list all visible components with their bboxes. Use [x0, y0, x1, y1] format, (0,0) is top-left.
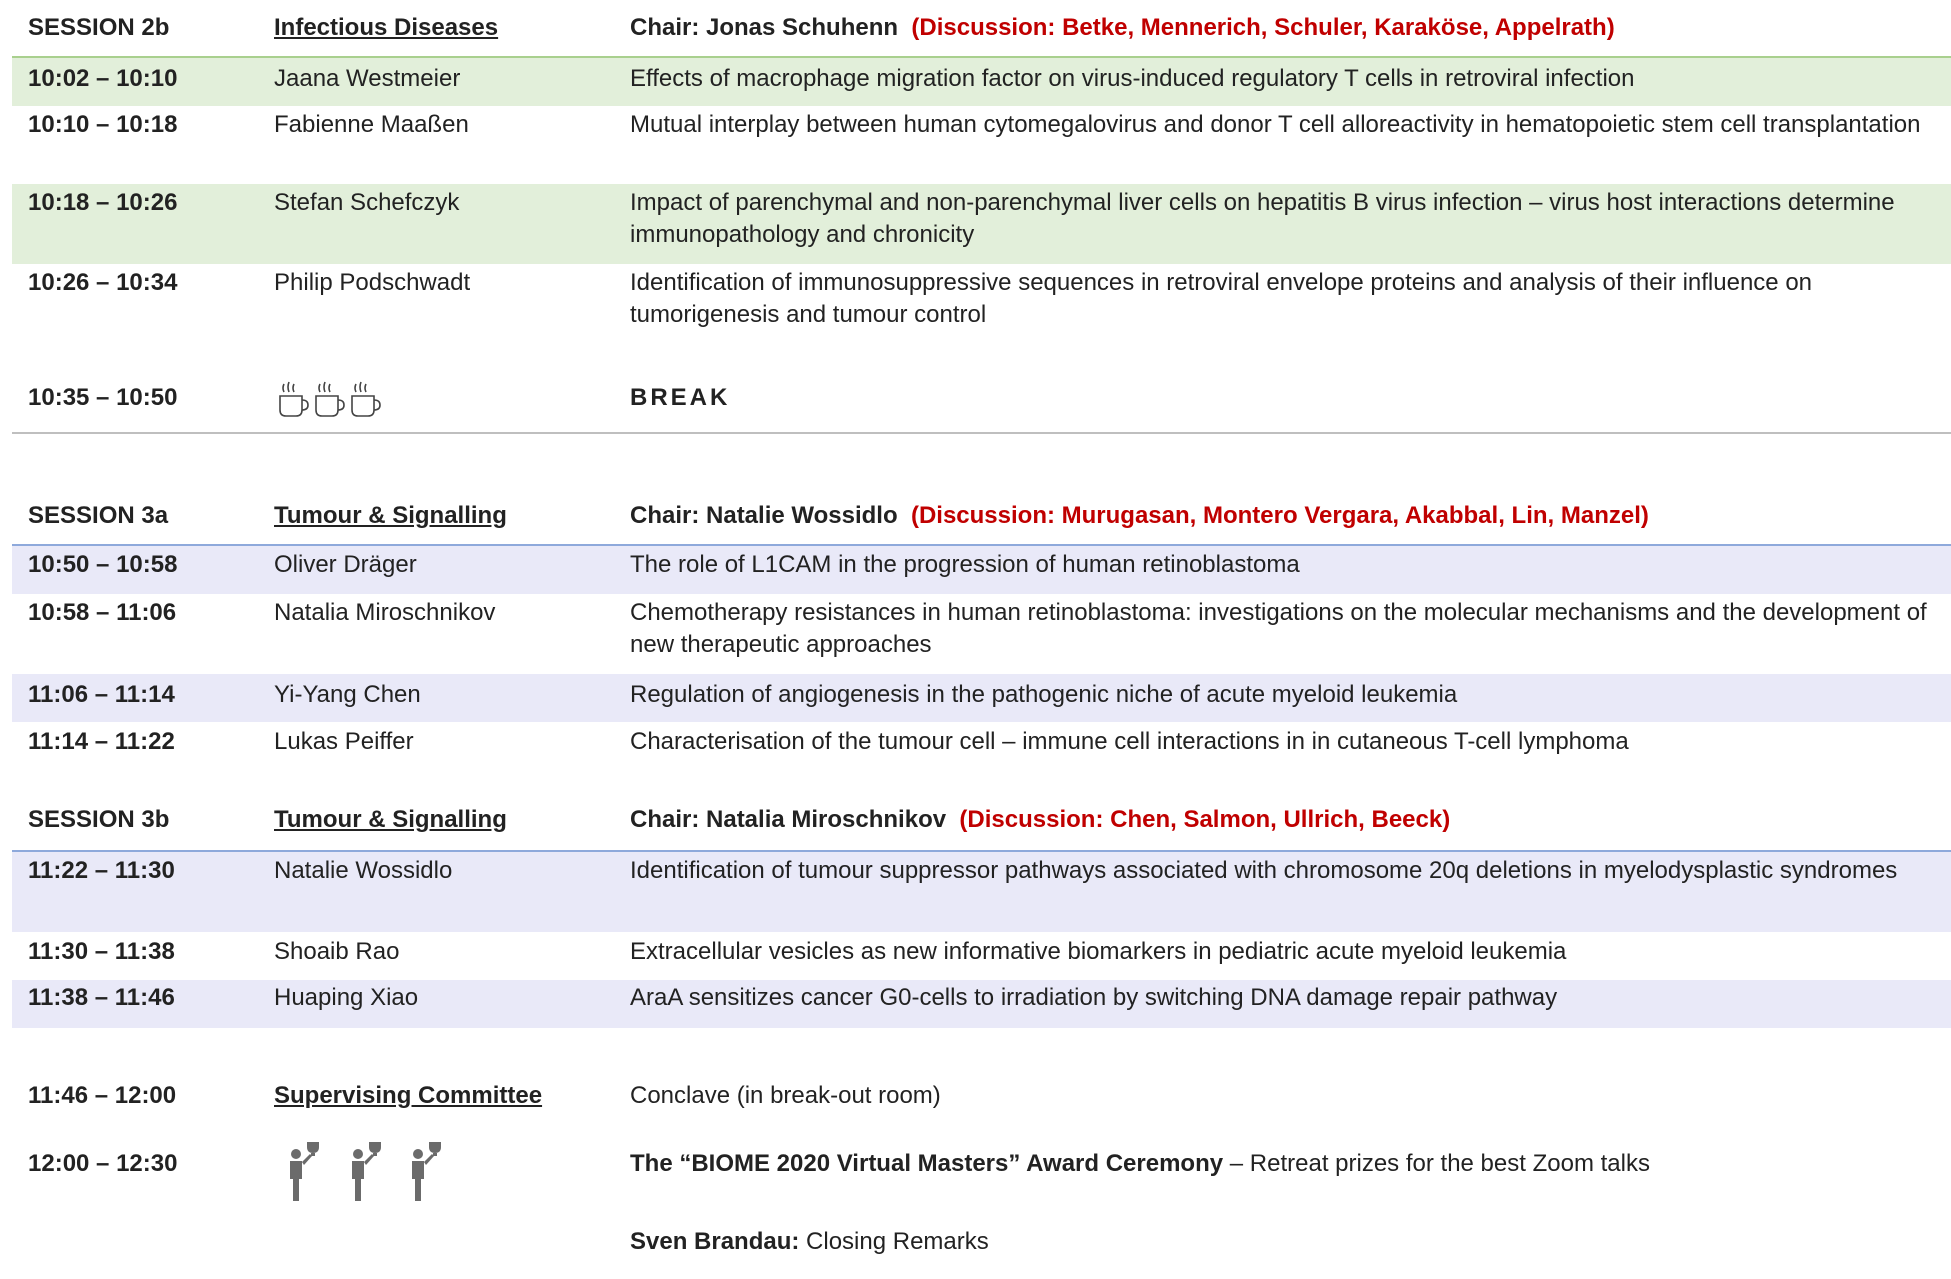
- ceremony-title: The “BIOME 2020 Virtual Masters” Award Ceremony: [630, 1150, 1224, 1177]
- talk-row: [12, 106, 1951, 178]
- session-chair-line: [630, 804, 1950, 836]
- talk-speaker: Fabienne Maaßen: [274, 111, 469, 138]
- talk-title: Impact of parenchymal and non-parenchymal liver cells on hepatitis B virus infection – virus host interactions determine immunopathology and chronicity: [630, 189, 1895, 248]
- talk-title: The role of L1CAM in the progression of human retinoblastoma: [630, 551, 1300, 578]
- ceremony-time: 12:00 – 12:30: [28, 1150, 178, 1177]
- talk-row: [12, 58, 1951, 106]
- ceremony-row: [12, 1140, 1951, 1220]
- talk-speaker: Lukas Peiffer: [274, 728, 414, 755]
- talk-speaker: Huaping Xiao: [274, 984, 419, 1011]
- divider: [12, 432, 1951, 434]
- session-chair: Chair: Natalie Wossidlo: [630, 502, 898, 529]
- talk-speaker: Natalia Miroschnikov: [274, 599, 496, 626]
- talk-title: Extracellular vesicles as new informative biomarkers in pediatric acute myeloid leukemia: [630, 938, 1567, 965]
- session-chair-line: [630, 500, 1950, 532]
- talk-row: [12, 932, 1951, 980]
- session-chair: Chair: Jonas Schuhenn: [630, 14, 899, 41]
- trophy-person-icon: [274, 1140, 454, 1206]
- talk-row: [12, 722, 1951, 770]
- talk-time: 10:58 – 11:06: [28, 599, 177, 626]
- committee-time: 11:46 – 12:00: [28, 1082, 177, 1109]
- talk-speaker: Jaana Westmeier: [274, 65, 461, 92]
- session-3a-header: [12, 496, 1951, 536]
- talk-row: [12, 980, 1951, 1028]
- session-topic: Tumour & Signalling: [274, 806, 507, 833]
- ceremony-subtitle: – Retreat prizes for the best Zoom talks: [1223, 1150, 1650, 1177]
- talk-speaker: Oliver Dräger: [274, 551, 417, 578]
- talk-time: 10:02 – 10:10: [28, 65, 178, 92]
- talk-speaker: Shoaib Rao: [274, 938, 400, 965]
- break-time: 10:35 – 10:50: [28, 384, 178, 411]
- talk-title: Mutual interplay between human cytomegalovirus and donor T cell alloreactivity in hematopoietic stem cell transplantation: [630, 111, 1921, 138]
- talk-title: AraA sensitizes cancer G0-cells to irradiation by switching DNA damage repair pathway: [630, 984, 1558, 1011]
- talk-time: 11:38 – 11:46: [28, 984, 175, 1011]
- committee-label: Supervising Committee: [274, 1082, 543, 1109]
- talk-title: Chemotherapy resistances in human retinoblastoma: investigations on the molecular mechanisms and the development of new therapeutic approaches: [630, 599, 1927, 658]
- session-topic: Tumour & Signalling: [274, 502, 507, 529]
- committee-text: Conclave (in break-out room): [630, 1082, 941, 1109]
- talk-title: Characterisation of the tumour cell – immune cell interactions in in cutaneous T-cell lymphoma: [630, 728, 1629, 755]
- talk-time: 11:22 – 11:30: [28, 857, 175, 884]
- trophy-people: [274, 1140, 454, 1206]
- talk-row: [12, 852, 1951, 932]
- session-label: SESSION 3a: [28, 502, 169, 529]
- talk-time: 10:26 – 10:34: [28, 269, 178, 296]
- talk-row: [12, 546, 1951, 594]
- coffee-cup-icon: [274, 378, 386, 420]
- talk-row: [12, 594, 1951, 674]
- talk-time: 10:10 – 10:18: [28, 111, 178, 138]
- session-chair-line: [630, 12, 1950, 44]
- talk-time: 11:06 – 11:14: [28, 681, 175, 708]
- session-2b-header: [12, 8, 1951, 48]
- talk-speaker: Stefan Schefczyk: [274, 189, 460, 216]
- session-chair: Chair: Natalia Miroschnikov: [630, 806, 947, 833]
- session-label: SESSION 3b: [28, 806, 170, 833]
- talk-time: 10:18 – 10:26: [28, 189, 178, 216]
- talk-row: [12, 264, 1951, 336]
- talk-time: 11:30 – 11:38: [28, 938, 175, 965]
- talk-title: Effects of macrophage migration factor on virus-induced regulatory T cells in retroviral infection: [630, 65, 1635, 92]
- session-discussion: (Discussion: Chen, Salmon, Ullrich, Beeck): [959, 806, 1451, 833]
- talk-speaker: Natalie Wossidlo: [274, 857, 453, 884]
- talk-title: Identification of tumour suppressor pathways associated with chromosome 20q deletions in myelodysplastic syndromes: [630, 857, 1898, 884]
- talk-title: Identification of immunosuppressive sequences in retroviral envelope proteins and analysis of their influence on tumorigenesis and tumour control: [630, 269, 1813, 328]
- session-discussion: (Discussion: Murugasan, Montero Vergara, Akabbal, Lin, Manzel): [910, 502, 1649, 529]
- session-discussion: (Discussion: Betke, Mennerich, Schuler, Karaköse, Appelrath): [911, 14, 1615, 41]
- closing-text: Closing Remarks: [799, 1228, 989, 1255]
- session-label: SESSION 2b: [28, 14, 170, 41]
- committee-row: [12, 1076, 1951, 1116]
- talk-time: 10:50 – 10:58: [28, 551, 178, 578]
- break-row: [12, 374, 1951, 422]
- talk-title: Regulation of angiogenesis in the pathogenic niche of acute myeloid leukemia: [630, 681, 1458, 708]
- talk-row: [12, 184, 1951, 264]
- closing-speaker: Sven Brandau:: [630, 1228, 800, 1255]
- talk-speaker: Yi-Yang Chen: [274, 681, 421, 708]
- coffee-cups: [274, 378, 386, 420]
- talk-time: 11:14 – 11:22: [28, 728, 175, 755]
- break-label: BREAK: [630, 384, 731, 411]
- session-topic: Infectious Diseases: [274, 14, 499, 41]
- session-3b-header: [12, 800, 1951, 840]
- talk-row: [12, 674, 1951, 722]
- ceremony-title-line: [630, 1148, 1950, 1180]
- closing-row: [12, 1222, 1951, 1262]
- talk-speaker: Philip Podschwadt: [274, 269, 471, 296]
- closing-line: [630, 1226, 1950, 1258]
